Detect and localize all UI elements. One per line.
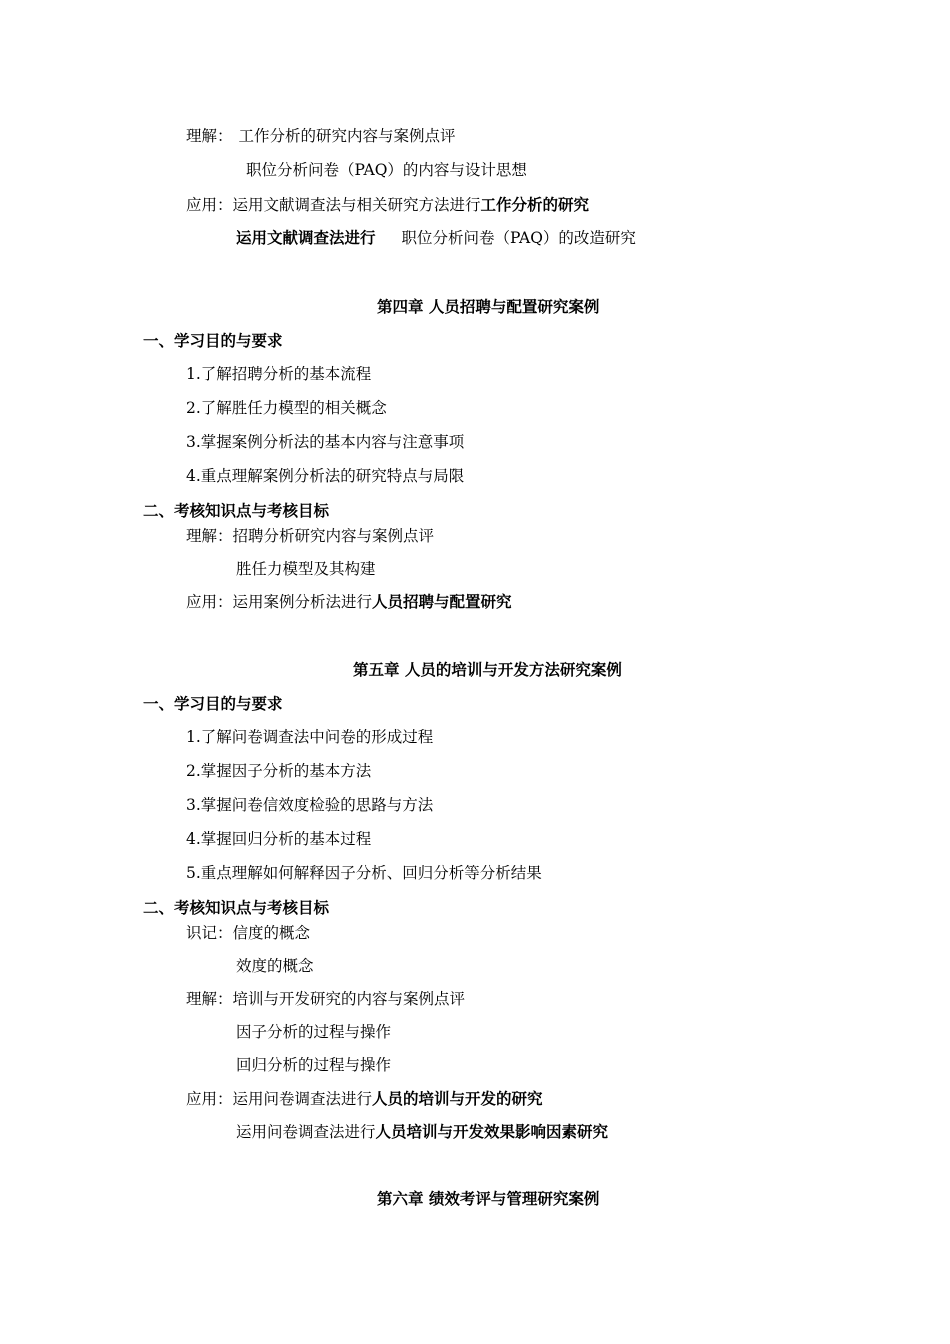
understand-item: 回归分析的过程与操作: [236, 1056, 392, 1074]
list-item: 4.重点理解案例分析法的研究特点与局限: [186, 467, 465, 485]
recall-label: 识记：: [186, 924, 233, 942]
understand-line: [186, 526, 434, 546]
section-heading: 二、考核知识点与考核目标: [143, 502, 330, 520]
apply-line-2: [236, 228, 636, 248]
apply-label: 应用：: [186, 593, 233, 611]
understand-line: [186, 989, 465, 1009]
list-item: 1.了解招聘分析的基本流程: [186, 365, 372, 383]
understand-item: 职位分析问卷（PAQ）的内容与设计思想: [246, 161, 527, 179]
understand-item: 工作分析的研究内容与案例点评: [238, 127, 456, 145]
list-item: 2.了解胜任力模型的相关概念: [186, 399, 387, 417]
understand-label: 理解：: [186, 127, 233, 145]
understand-label: 理解：: [186, 527, 233, 545]
apply-label: 应用：: [186, 196, 233, 214]
understand-item: 因子分析的过程与操作: [236, 1023, 392, 1041]
apply-bold-text: 人员招聘与配置研究: [372, 593, 512, 611]
section-heading: 一、学习目的与要求: [143, 695, 283, 713]
apply-line: [186, 592, 512, 612]
chapter-6-title: 第六章 绩效考评与管理研究案例: [377, 1190, 600, 1208]
understand-line-1: [186, 126, 456, 146]
apply-line: [186, 1089, 543, 1109]
apply-bold-text: 工作分析的研究: [480, 196, 590, 214]
recall-item: 效度的概念: [236, 957, 314, 975]
understand-item: 培训与开发研究的内容与案例点评: [232, 990, 466, 1008]
section-heading: 二、考核知识点与考核目标: [143, 899, 330, 917]
understand-label: 理解：: [186, 990, 233, 1008]
apply-bold-text: 运用文献调查法进行: [236, 229, 376, 247]
apply-line-1: [186, 195, 589, 215]
apply-label: 应用：: [186, 1090, 233, 1108]
apply-text: 运用文献调查法与相关研究方法进行: [232, 196, 481, 214]
understand-item: 胜任力模型及其构建: [236, 560, 376, 578]
chapter-5-title: 第五章 人员的培训与开发方法研究案例: [353, 661, 622, 679]
apply-text: 运用问卷调查法进行: [232, 1090, 373, 1108]
list-item: 2.掌握因子分析的基本方法: [186, 762, 372, 780]
list-item: 3.掌握案例分析法的基本内容与注意事项: [186, 433, 465, 451]
recall-line: [186, 923, 310, 943]
section-heading: 一、学习目的与要求: [143, 332, 283, 350]
apply-text: 职位分析问卷（PAQ）的改造研究: [401, 229, 636, 247]
apply-line: [236, 1122, 608, 1142]
list-item: 1.了解问卷调查法中问卷的形成过程: [186, 728, 434, 746]
chapter-4-title: 第四章 人员招聘与配置研究案例: [377, 298, 600, 316]
apply-text: 运用案例分析法进行: [232, 593, 373, 611]
list-item: 3.掌握问卷信效度检验的思路与方法: [186, 796, 434, 814]
understand-item: 招聘分析研究内容与案例点评: [232, 527, 435, 545]
recall-item: 信度的概念: [232, 924, 311, 942]
apply-bold-text: 人员培训与开发效果影响因素研究: [375, 1123, 609, 1141]
apply-text: 运用问卷调查法进行: [236, 1123, 376, 1141]
list-item: 4.掌握回归分析的基本过程: [186, 830, 372, 848]
apply-bold-text: 人员的培训与开发的研究: [372, 1090, 543, 1108]
list-item: 5.重点理解如何解释因子分析、回归分析等分析结果: [186, 864, 542, 882]
